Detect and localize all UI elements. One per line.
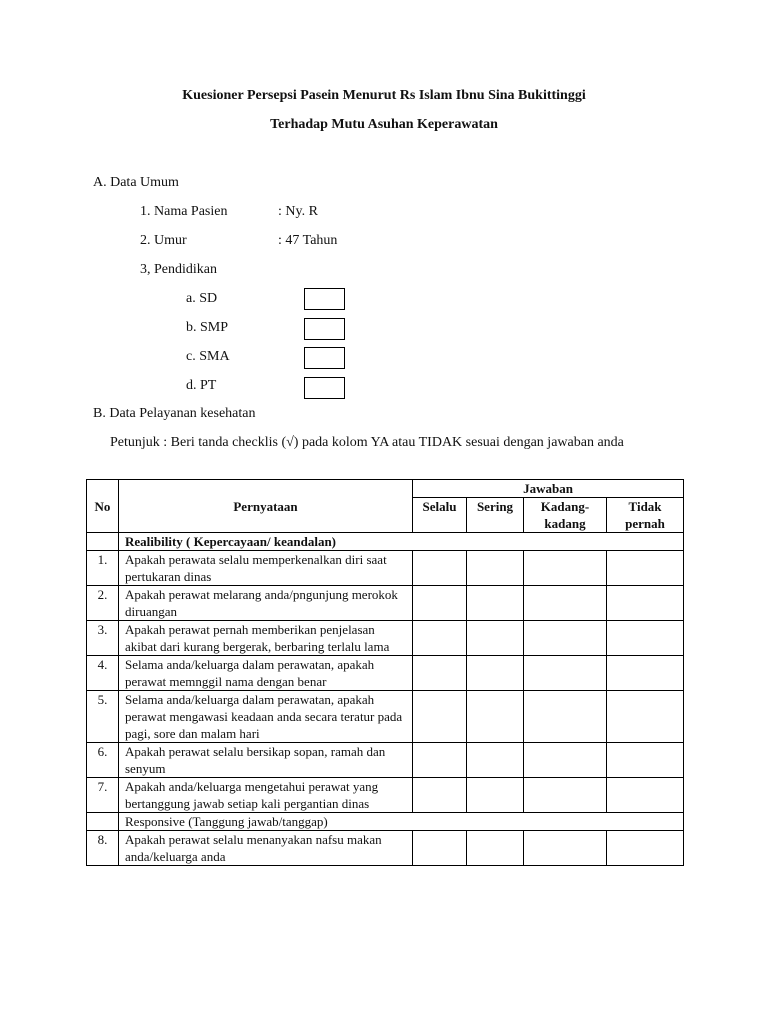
answer-cell-sering[interactable] <box>467 691 524 743</box>
row-number: 3. <box>87 621 119 656</box>
row-statement: Apakah perawat pernah memberikan penjelasan akibat dari kurang bergerak, berbaring terlalu lama <box>119 621 413 656</box>
answer-cell-tidak-pernah[interactable] <box>607 621 684 656</box>
answer-cell-tidak-pernah[interactable] <box>607 586 684 621</box>
answer-cell-selalu[interactable] <box>413 551 467 586</box>
column-answer-header: Jawaban <box>413 480 684 498</box>
answer-cell-sering[interactable] <box>467 621 524 656</box>
answer-cell-kadang-kadang[interactable] <box>524 691 607 743</box>
answer-cell-selalu[interactable] <box>413 778 467 813</box>
row-number: 1. <box>87 551 119 586</box>
table-row <box>87 656 684 691</box>
edu-pt-checkbox[interactable] <box>304 377 345 399</box>
answer-cell-sering[interactable] <box>467 551 524 586</box>
edu-option-sma: c. SMA <box>186 349 230 364</box>
answer-cell-sering[interactable] <box>467 656 524 691</box>
section-heading-reliability: Realibility ( Kepercayaan/ keandalan) <box>119 533 684 551</box>
answer-cell-selalu[interactable] <box>413 691 467 743</box>
patient-name-label: 1. Nama Pasien <box>140 204 228 219</box>
table-row <box>87 691 684 743</box>
table-row <box>87 551 684 586</box>
title-line-1: Kuesioner Persepsi Pasein Menurut Rs Islam Ibnu Sina Bukittinggi <box>182 88 586 103</box>
section-a-heading: A. Data Umum <box>93 175 179 190</box>
row-statement: Apakah perawat selalu menanyakan nafsu makan anda/keluarga anda <box>119 831 413 866</box>
section-row-spacer <box>87 813 119 831</box>
answer-cell-kadang-kadang[interactable] <box>524 743 607 778</box>
table-row <box>87 743 684 778</box>
answer-cell-sering[interactable] <box>467 778 524 813</box>
row-number: 8. <box>87 831 119 866</box>
row-number: 5. <box>87 691 119 743</box>
row-number: 4. <box>87 656 119 691</box>
answer-cell-kadang-kadang[interactable] <box>524 621 607 656</box>
answer-cell-selalu[interactable] <box>413 743 467 778</box>
table-row <box>87 621 684 656</box>
age-value: : 47 Tahun <box>278 233 338 248</box>
section-b-heading: B. Data Pelayanan kesehatan <box>93 406 256 421</box>
title-line-2: Terhadap Mutu Asuhan Keperawatan <box>270 117 498 132</box>
row-statement: Apakah anda/keluarga mengetahui perawat yang bertanggung jawab setiap kali pergantian dinas <box>119 778 413 813</box>
age-label: 2. Umur <box>140 233 187 248</box>
edu-sd-checkbox[interactable] <box>304 288 345 310</box>
questionnaire-table <box>86 479 684 866</box>
instruction-text-content: Petunjuk : Beri tanda checklis (√) pada kolom YA atau TIDAK sesuai dengan jawaban anda <box>110 435 624 450</box>
answer-cell-tidak-pernah[interactable] <box>607 743 684 778</box>
edu-sma-checkbox[interactable] <box>304 347 345 369</box>
answer-option-kadang-kadang: Kadang-kadang <box>524 498 607 533</box>
row-statement: Apakah perawata selalu memperkenalkan diri saat pertukaran dinas <box>119 551 413 586</box>
answer-cell-tidak-pernah[interactable] <box>607 691 684 743</box>
answer-cell-selalu[interactable] <box>413 656 467 691</box>
answer-cell-selalu[interactable] <box>413 621 467 656</box>
edu-option-pt: d. PT <box>186 378 217 393</box>
answer-cell-selalu[interactable] <box>413 831 467 866</box>
edu-smp-checkbox[interactable] <box>304 318 345 340</box>
answer-cell-kadang-kadang[interactable] <box>524 551 607 586</box>
answer-cell-sering[interactable] <box>467 831 524 866</box>
answer-cell-kadang-kadang[interactable] <box>524 656 607 691</box>
patient-name-value: : Ny. R <box>278 204 318 219</box>
row-number: 6. <box>87 743 119 778</box>
section-heading-responsive: Responsive (Tanggung jawab/tanggap) <box>119 813 684 831</box>
edu-option-smp: b. SMP <box>186 320 229 335</box>
instruction-text <box>93 434 673 451</box>
answer-cell-tidak-pernah[interactable] <box>607 551 684 586</box>
answer-cell-kadang-kadang[interactable] <box>524 586 607 621</box>
table-row <box>87 778 684 813</box>
answer-cell-tidak-pernah[interactable] <box>607 831 684 866</box>
row-statement: Apakah perawat melarang anda/pngunjung merokok diruangan <box>119 586 413 621</box>
answer-cell-kadang-kadang[interactable] <box>524 831 607 866</box>
answer-cell-sering[interactable] <box>467 586 524 621</box>
row-statement: Apakah perawat selalu bersikap sopan, ramah dan senyum <box>119 743 413 778</box>
row-number: 2. <box>87 586 119 621</box>
column-statement-header: Pernyataan <box>119 480 413 533</box>
edu-option-sd: a. SD <box>186 291 218 306</box>
row-number: 7. <box>87 778 119 813</box>
answer-option-selalu: Selalu <box>413 498 467 533</box>
answer-option-tidak-pernah: Tidak pernah <box>607 498 684 533</box>
table-row <box>87 831 684 866</box>
section-row-spacer <box>87 533 119 551</box>
answer-cell-tidak-pernah[interactable] <box>607 778 684 813</box>
table-row <box>87 586 684 621</box>
column-no-header: No <box>87 480 119 533</box>
answer-cell-kadang-kadang[interactable] <box>524 778 607 813</box>
education-label: 3, Pendidikan <box>140 262 217 277</box>
answer-option-sering: Sering <box>467 498 524 533</box>
answer-cell-selalu[interactable] <box>413 586 467 621</box>
answer-cell-tidak-pernah[interactable] <box>607 656 684 691</box>
row-statement: Selama anda/keluarga dalam perawatan, apakah perawat memnggil nama dengan benar <box>119 656 413 691</box>
answer-cell-sering[interactable] <box>467 743 524 778</box>
row-statement: Selama anda/keluarga dalam perawatan, apakah perawat mengawasi keadaan anda secara teratur pada pagi, sore dan malam hari <box>119 691 413 743</box>
